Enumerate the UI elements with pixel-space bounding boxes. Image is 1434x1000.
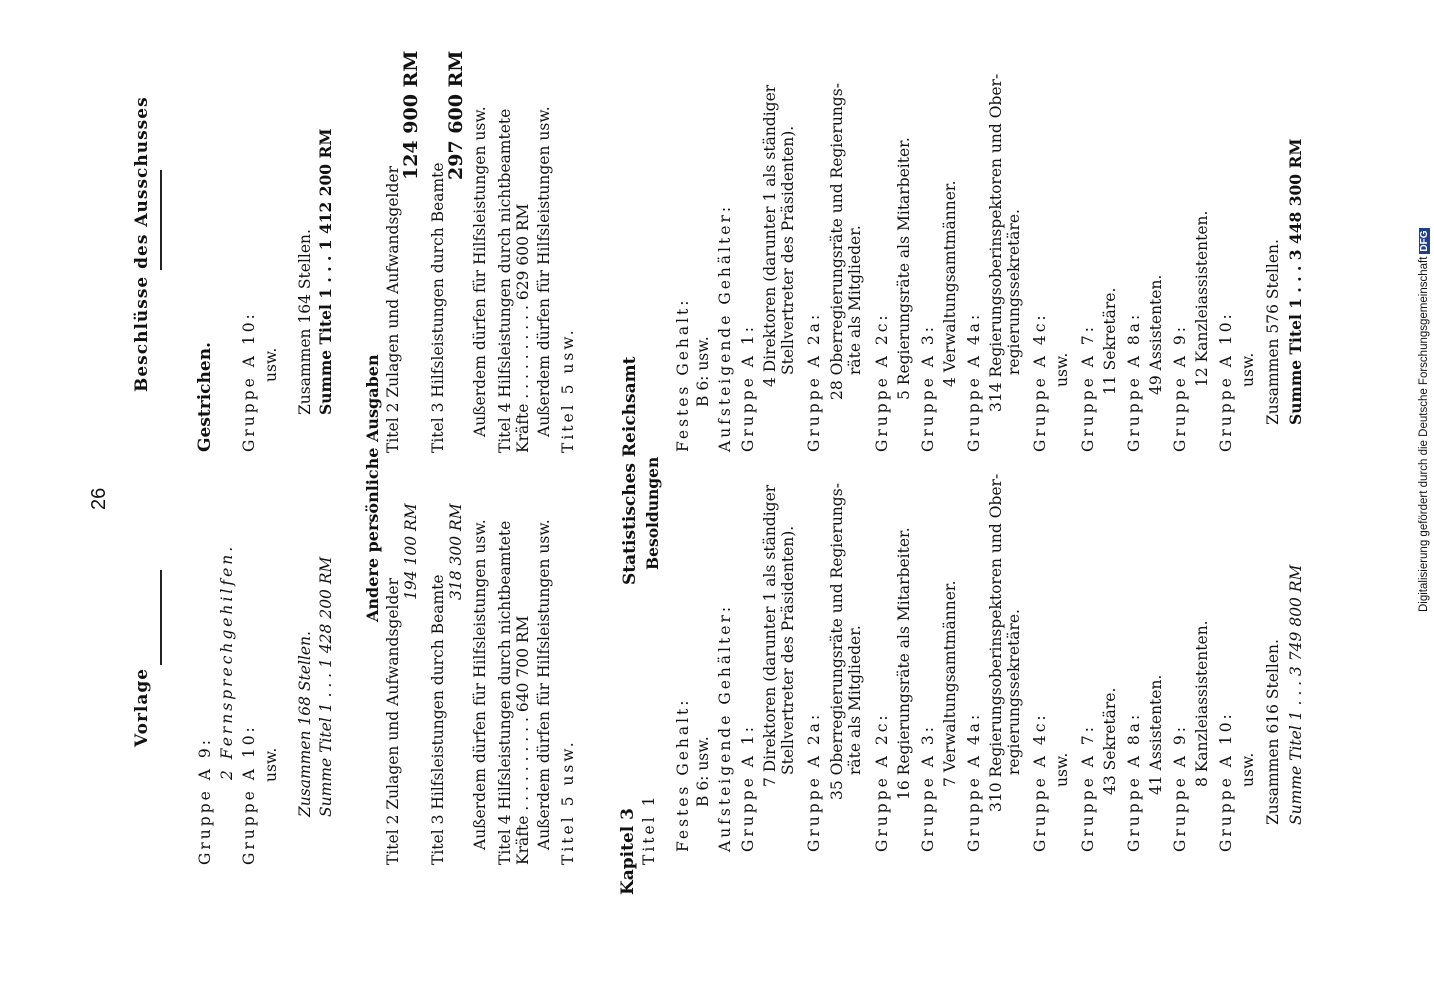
header-rule-left bbox=[160, 570, 162, 665]
amt-title: Statistisches Reichsamt bbox=[620, 356, 640, 585]
summe-titel-1-right: Summe Titel 1 . . . 1 412 200 RM bbox=[316, 128, 335, 415]
line: usw. bbox=[262, 347, 280, 382]
summe-titel-1-bottom: Summe Titel 1 . . . 3 749 800 RM bbox=[1287, 564, 1305, 825]
kapitel-label: Kapitel 3 bbox=[618, 807, 638, 895]
line: Aufsteigende Gehälter: bbox=[716, 203, 734, 452]
line: Außerdem dürfen für Hilfsleistungen usw. bbox=[471, 106, 489, 437]
line: Gruppe A 9: bbox=[1171, 724, 1189, 852]
line: Titel 2 Zulagen und Aufwandsgelder bbox=[384, 166, 402, 453]
line: Gruppe A 3: bbox=[919, 724, 937, 852]
line: regierungssekretäre. bbox=[1005, 609, 1023, 775]
amount: 318 300 RM bbox=[447, 503, 465, 600]
line: usw. bbox=[262, 747, 280, 782]
line: Titel 3 Hilfsleistungen durch Beamte bbox=[429, 574, 447, 865]
line: 49 Assistenten. bbox=[1147, 274, 1165, 395]
line: Zusammen 164 Stellen. bbox=[296, 229, 314, 415]
line: 314 Regierungsoberinspektoren und Ober- bbox=[987, 73, 1005, 412]
line: Gruppe A 2c: bbox=[873, 712, 891, 852]
line: Gruppe A 10: bbox=[240, 311, 258, 452]
line: 12 Kanzleiassistenten. bbox=[1193, 210, 1211, 387]
line: Titel 4 Hilfsleistungen durch nichtbeamtete bbox=[496, 108, 514, 453]
line: Gruppe A 4c: bbox=[1031, 712, 1049, 852]
line: Gruppe A 7: bbox=[1079, 724, 1097, 852]
besoldungen-title: Besoldungen bbox=[643, 456, 662, 570]
line: B 6: usw. bbox=[694, 736, 712, 807]
amount: 124 900 RM bbox=[400, 50, 422, 180]
digitization-text: Digitalisierung gefördert durch die Deutsche Forschungsgemeinschaft bbox=[1418, 256, 1430, 612]
dfg-logo: DFG bbox=[1419, 230, 1430, 252]
header-beschluesse: Beschlüsse des Ausschusses bbox=[132, 96, 152, 392]
line: Außerdem dürfen für Hilfsleistungen usw. bbox=[535, 519, 553, 850]
page-number: 26 bbox=[88, 487, 110, 510]
line: usw. bbox=[1239, 752, 1257, 787]
line: 7 Direktoren (darunter 1 als ständiger bbox=[761, 484, 779, 787]
line: Gruppe A 8a: bbox=[1125, 311, 1143, 452]
line: Aufsteigende Gehälter: bbox=[716, 603, 734, 852]
line: regierungssekretäre. bbox=[1005, 209, 1023, 375]
digitization-note bbox=[1418, 228, 1430, 612]
line: usw. bbox=[1053, 352, 1071, 387]
line: Außerdem dürfen für Hilfsleistungen usw. bbox=[471, 519, 489, 850]
line: Gruppe A 8a: bbox=[1125, 711, 1143, 852]
line: 16 Regierungsräte als Mitarbeiter. bbox=[895, 527, 913, 800]
line: Stellvertreter des Präsidenten). bbox=[779, 525, 797, 775]
titel-1-label: Titel 1 bbox=[640, 793, 658, 865]
line: Zusammen 168 Stellen. bbox=[296, 631, 314, 817]
line: B 6: usw. bbox=[694, 336, 712, 407]
amount: 297 600 RM bbox=[445, 50, 467, 180]
summe-titel-1: Summe Titel 1 . . . 1 428 200 RM bbox=[317, 556, 335, 817]
line: Gruppe A 1: bbox=[739, 324, 757, 452]
line: Außerdem dürfen für Hilfsleistungen usw. bbox=[535, 106, 553, 437]
line: Gruppe A 9: bbox=[196, 737, 214, 865]
header-rule-right bbox=[160, 170, 162, 270]
line: Gruppe A 4a: bbox=[965, 711, 983, 852]
line: Kräfte . . . . . . . . . . 640 700 RM bbox=[514, 615, 532, 865]
line: räte als Mitglieder. bbox=[846, 625, 864, 775]
summe-titel-1-bottom-right: Summe Titel 1 . . . 3 448 300 RM bbox=[1286, 138, 1305, 425]
line: 28 Oberregierungsräte und Regierungs- bbox=[828, 83, 846, 400]
line: 7 Verwaltungsamtmänner. bbox=[941, 580, 959, 787]
line: 4 Direktoren (darunter 1 als ständiger bbox=[761, 84, 779, 387]
amount: 194 100 RM bbox=[402, 503, 420, 600]
line: Gruppe A 3: bbox=[919, 324, 937, 452]
line: Zusammen 576 Stellen. bbox=[1264, 239, 1282, 425]
header-vorlage: Vorlage bbox=[132, 667, 152, 747]
line: Gruppe A 2c: bbox=[873, 312, 891, 452]
line: 2 Fernsprechgehilfen. bbox=[218, 543, 236, 780]
line: usw. bbox=[1053, 752, 1071, 787]
line: Titel 5 usw. bbox=[559, 327, 577, 453]
andere-heading: Andere persönliche Ausgaben bbox=[363, 354, 382, 622]
line: 43 Sekretäre. bbox=[1101, 687, 1119, 795]
line: Titel 5 usw. bbox=[559, 739, 577, 865]
line: räte als Mitglieder. bbox=[846, 225, 864, 375]
line: Gruppe A 10: bbox=[240, 724, 258, 865]
line: Gruppe A 10: bbox=[1217, 311, 1235, 452]
line: 41 Assistenten. bbox=[1147, 674, 1165, 795]
line: 35 Oberregierungsräte und Regierungs- bbox=[828, 483, 846, 800]
line: 5 Regierungsräte als Mitarbeiter. bbox=[895, 137, 913, 400]
line: Titel 3 Hilfsleistungen durch Beamte bbox=[429, 162, 447, 453]
line: Gruppe A 4a: bbox=[965, 311, 983, 452]
line: Titel 2 Zulagen und Aufwandsgelder bbox=[384, 578, 402, 865]
line: Gruppe A 2a: bbox=[805, 311, 823, 452]
line: Gruppe A 7: bbox=[1079, 324, 1097, 452]
line: Gruppe A 10: bbox=[1217, 711, 1235, 852]
line: 310 Regierungsoberinspektoren und Ober- bbox=[987, 473, 1005, 812]
line: Gruppe A 9: bbox=[1171, 324, 1189, 452]
line: usw. bbox=[1239, 352, 1257, 387]
line: Zusammen 616 Stellen. bbox=[1264, 639, 1282, 825]
line: 4 Verwaltungsamtmänner. bbox=[941, 180, 959, 387]
line: Titel 4 Hilfsleistungen durch nichtbeamtete bbox=[496, 520, 514, 865]
line: Festes Gehalt: bbox=[674, 297, 692, 452]
line: Gruppe A 4c: bbox=[1031, 312, 1049, 452]
line: Gruppe A 1: bbox=[739, 724, 757, 852]
gestrichen-label: Gestrichen. bbox=[195, 342, 215, 452]
line: Festes Gehalt: bbox=[674, 697, 692, 852]
line: Stellvertreter des Präsidenten). bbox=[779, 125, 797, 375]
line: 11 Sekretäre. bbox=[1101, 287, 1119, 395]
line: 8 Kanzleiassistenten. bbox=[1193, 620, 1211, 787]
line: Kräfte . . . . . . . . . . 629 600 RM bbox=[514, 203, 532, 453]
line: Gruppe A 2a: bbox=[805, 711, 823, 852]
